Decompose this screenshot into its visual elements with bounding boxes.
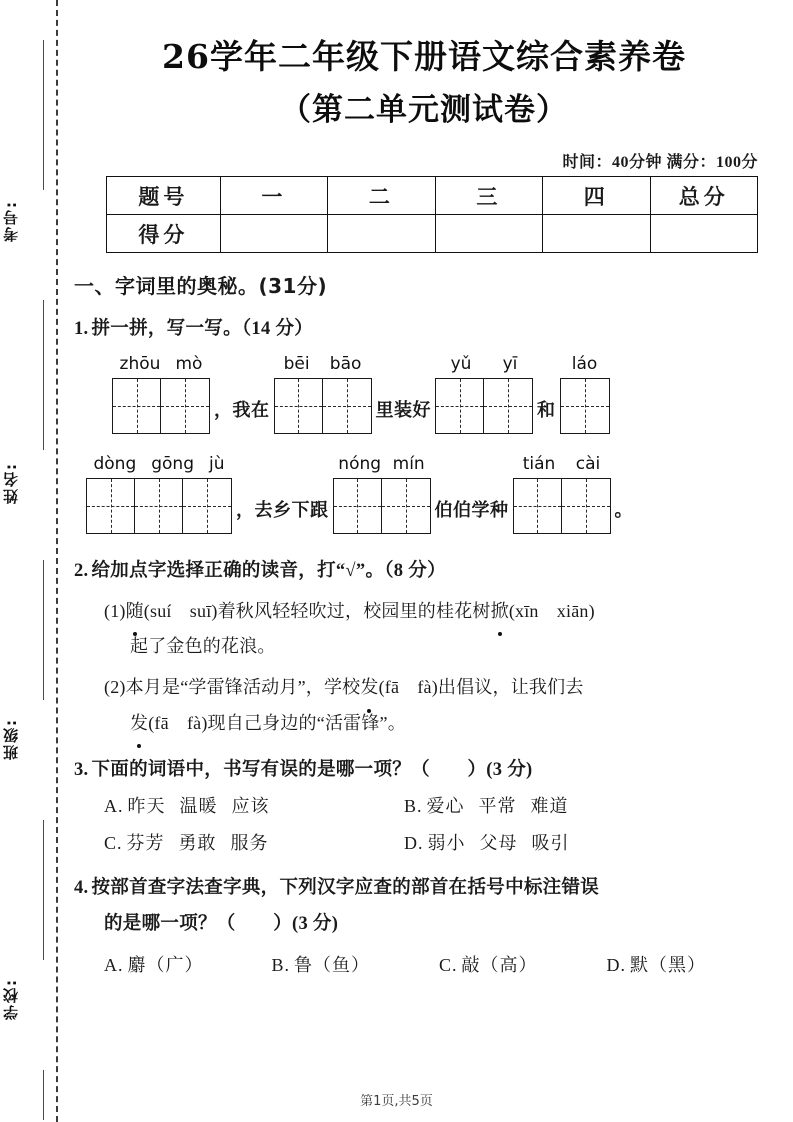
option-words — [127, 833, 283, 853]
option-word: 难道 — [530, 795, 569, 816]
table-row-score — [107, 215, 758, 253]
pinyin-syllable: tián — [522, 454, 556, 475]
pinyin-syllable: bēi — [283, 354, 310, 375]
writing-grid[interactable] — [112, 378, 210, 434]
page-footer: 第1页,共5页 — [360, 1094, 433, 1109]
item-text: (fā fà)现自己身边的“活雷锋”。 — [148, 712, 406, 733]
option-d[interactable] — [404, 829, 774, 855]
pinyin-syllable: dòng — [93, 454, 137, 475]
question-3-options-row-1 — [104, 792, 774, 818]
dotted-char: 发 — [360, 670, 378, 705]
dotted-char: 发 — [130, 706, 148, 741]
sentence-end-punctuation: 。 — [614, 500, 633, 521]
option-word: 服务 — [230, 832, 269, 853]
pinyin-syllable: mò — [175, 354, 203, 375]
question-2-prompt — [74, 556, 774, 582]
pinyin-syllable: cài — [575, 454, 601, 475]
option-label: C. — [104, 832, 123, 853]
option-word: 勇敢 — [178, 832, 217, 853]
pinyin-text — [435, 354, 533, 374]
option-words — [128, 796, 284, 816]
question-4-text-line-1: 按部首查字法查字典，下列汉字应查的部首在括号中标注错误 — [91, 877, 600, 898]
score-input-cell[interactable] — [220, 215, 327, 253]
question-2-item-2-line-2 — [130, 706, 774, 741]
writing-cell[interactable] — [113, 379, 161, 433]
option-word: 爱心 — [426, 795, 465, 816]
question-4-options-row — [104, 951, 774, 977]
pinyin-syllable: láo — [571, 354, 598, 375]
item-marker: (2) — [104, 677, 126, 698]
score-table-wrapper — [74, 176, 774, 253]
writing-cell[interactable] — [161, 379, 209, 433]
option-words — [427, 796, 583, 816]
question-1-text: 拼一拼，写一写。（14 分） — [91, 319, 314, 340]
question-2-text: 给加点字选择正确的读音，打“√”。（8 分） — [91, 561, 446, 582]
option-a[interactable] — [104, 951, 272, 977]
question-3-number: 3. — [74, 759, 89, 780]
writing-cell[interactable] — [87, 479, 135, 533]
score-input-cell[interactable] — [650, 215, 757, 253]
score-table-header-cell: 二 — [328, 177, 435, 215]
sentence-fragment: ，去乡下跟 — [236, 500, 329, 521]
pinyin-writing-block — [86, 354, 774, 534]
section-heading-one: 一、字词里的奥秘。(31分) — [74, 274, 328, 299]
dotted-char: 掀 — [491, 594, 509, 629]
pinyin-syllable: yǔ — [450, 354, 472, 375]
seam-tick — [43, 820, 44, 960]
dashed-seam-line — [56, 0, 58, 1122]
dotted-char: 随 — [126, 594, 144, 629]
writing-cell[interactable] — [323, 379, 371, 433]
pinyin-syllable: mín — [392, 454, 425, 475]
question-2-number: 2. — [74, 561, 89, 582]
sentence-fragment: 里装好 — [375, 400, 431, 421]
page-title: 26学年二年级下册语文综合素养卷 — [162, 37, 686, 76]
pinyin-syllable: bāo — [329, 354, 362, 375]
question-4-number: 4. — [74, 877, 89, 898]
option-text: 默（黑） — [630, 954, 706, 975]
writing-cell[interactable] — [382, 479, 430, 533]
writing-grid[interactable] — [560, 378, 610, 434]
sentence-fragment: 和 — [537, 400, 556, 421]
score-input-cell[interactable] — [328, 215, 435, 253]
margin-label-exam-number: 考号: — [2, 200, 20, 242]
score-table-header-cell: 一 — [220, 177, 327, 215]
pinyin-row — [86, 454, 774, 534]
option-label: D. — [606, 954, 626, 975]
question-2-item-1-line-1 — [104, 594, 774, 629]
question-3-options-row-2 — [104, 829, 774, 855]
option-label: C. — [439, 954, 458, 975]
pinyin-grid-group — [86, 454, 232, 534]
margin-label-class: 班级: — [2, 718, 20, 760]
pinyin-text — [274, 354, 372, 374]
sentence-fragment: ，我在 — [214, 400, 270, 421]
option-b[interactable] — [404, 792, 774, 818]
writing-cell[interactable] — [436, 379, 484, 433]
score-table-header-cell: 三 — [435, 177, 542, 215]
pinyin-syllable: gōng — [151, 454, 194, 475]
writing-cell[interactable] — [562, 479, 610, 533]
pinyin-text — [86, 454, 232, 474]
option-c[interactable] — [104, 829, 404, 855]
pinyin-syllable: zhōu — [119, 354, 161, 375]
score-table-header-cell: 题号 — [107, 177, 221, 215]
item-text: (fā fà)出倡议，让我们去 — [378, 677, 584, 698]
option-label: B. — [404, 795, 423, 816]
question-3-prompt — [74, 755, 774, 781]
option-words — [428, 833, 584, 853]
seam-tick — [43, 300, 44, 450]
score-input-cell[interactable] — [543, 215, 650, 253]
pinyin-text — [112, 354, 210, 374]
option-word: 应该 — [231, 795, 270, 816]
exam-meta-info: 时间：40分钟 满分：100分 — [562, 154, 758, 172]
question-3-text: 下面的词语中，书写有误的是哪一项？（ ）(3 分) — [91, 759, 533, 780]
question-1-number: 1. — [74, 319, 89, 340]
option-c[interactable] — [439, 951, 607, 977]
pinyin-text — [333, 454, 431, 474]
pinyin-grid-group — [513, 454, 611, 534]
score-table-header-cell: 四 — [543, 177, 650, 215]
pinyin-syllable: jù — [208, 454, 225, 475]
question-1-prompt — [74, 314, 774, 340]
pinyin-row — [86, 354, 774, 434]
writing-grid[interactable] — [513, 478, 611, 534]
option-word: 平常 — [478, 795, 517, 816]
margin-label-school: 学校: — [2, 978, 20, 1020]
writing-grid[interactable] — [274, 378, 372, 434]
question-2-item-1-line-2: 起了金色的花浪。 — [130, 636, 276, 657]
writing-cell[interactable] — [183, 479, 231, 533]
option-word: 弱小 — [427, 832, 466, 853]
score-input-cell[interactable] — [435, 215, 542, 253]
question-2-item-2-line-1 — [104, 670, 774, 705]
item-text: 本月是“学雷锋活动月”，学校 — [125, 677, 361, 698]
question-2-item-2 — [104, 670, 774, 740]
pinyin-grid-group — [560, 354, 610, 434]
writing-cell[interactable] — [561, 379, 609, 433]
table-row-header — [107, 177, 758, 215]
question-4-text-line-2: 的是哪一项？（ ）(3 分) — [104, 913, 339, 934]
writing-cell[interactable] — [484, 379, 532, 433]
pinyin-grid-group — [435, 354, 533, 434]
pinyin-syllable: yī — [502, 354, 518, 375]
pinyin-grid-group — [112, 354, 210, 434]
writing-grid[interactable] — [435, 378, 533, 434]
option-word: 吸引 — [531, 832, 570, 853]
page-subtitle: （第二单元测试卷） — [280, 92, 568, 129]
writing-cell[interactable] — [514, 479, 562, 533]
option-word: 温暖 — [179, 795, 218, 816]
score-table-row-label: 得分 — [107, 215, 221, 253]
seam-tick — [43, 560, 44, 700]
score-table — [106, 176, 758, 253]
pinyin-syllable: nóng — [338, 454, 382, 475]
seam-tick — [43, 40, 44, 190]
option-text: 鲁（鱼） — [294, 954, 371, 975]
item-text: (xīn xiān) — [508, 601, 595, 622]
option-word: 芬芳 — [126, 832, 165, 853]
writing-cell[interactable] — [275, 379, 323, 433]
item-marker: (1) — [104, 601, 126, 622]
sentence-fragment: 伯伯学种 — [434, 500, 509, 521]
score-table-header-cell: 总分 — [650, 177, 757, 215]
option-text: 敲（高） — [461, 954, 538, 975]
option-label: A. — [104, 795, 124, 816]
question-4-prompt — [74, 873, 774, 899]
option-label: B. — [271, 954, 291, 975]
option-label: A. — [104, 954, 124, 975]
writing-grid[interactable] — [333, 478, 431, 534]
pinyin-grid-group — [333, 454, 431, 534]
writing-cell[interactable] — [334, 479, 382, 533]
writing-cell[interactable] — [135, 479, 183, 533]
content-column — [74, 0, 774, 977]
option-label: D. — [404, 832, 424, 853]
option-text: 麝（广） — [127, 954, 204, 975]
option-a[interactable] — [104, 792, 404, 818]
pinyin-text — [560, 354, 610, 374]
pinyin-grid-group — [274, 354, 372, 434]
writing-grid[interactable] — [86, 478, 232, 534]
option-b[interactable] — [272, 951, 440, 977]
margin-label-name: 姓名: — [2, 462, 20, 504]
pinyin-text — [513, 454, 611, 474]
option-word: 昨天 — [127, 795, 166, 816]
option-d[interactable] — [607, 951, 775, 977]
item-text: (suí suī)着秋风轻轻吹过，校园里的桂花树 — [143, 601, 491, 622]
option-word: 父母 — [479, 832, 518, 853]
question-2-item-1 — [104, 594, 774, 664]
